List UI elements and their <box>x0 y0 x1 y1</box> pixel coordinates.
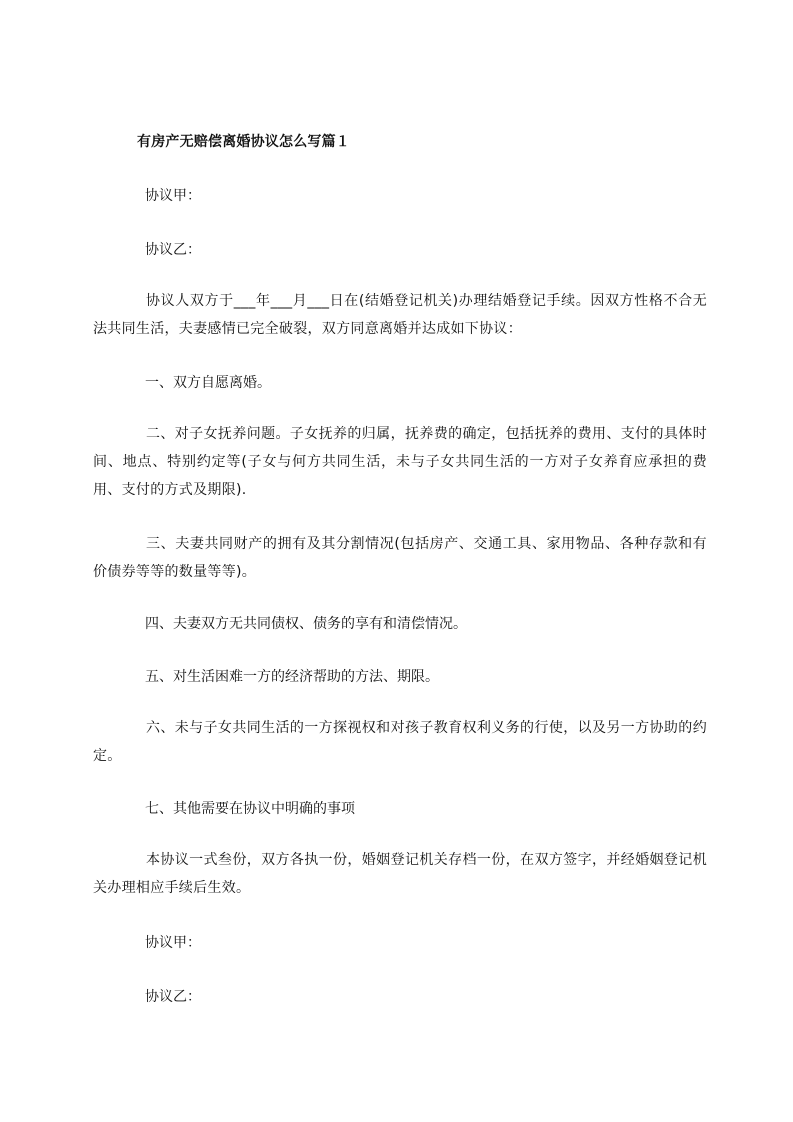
party-b-label: 协议乙： <box>145 242 201 258</box>
clause-7: 七、其他需要在协议中明确的事项 <box>145 801 355 817</box>
signature-party-b: 协议乙： <box>145 989 201 1005</box>
clause-2: 二、对子女抚养问题。子女抚养的归属，抚养费的确定，包括抚养的费用、支付的具体时间、地点、特别约定等(子女与何方共同生活，未与子女共同生活的一方对子女养育应承担的费用、支付的方式及期限). <box>93 426 707 498</box>
clause-6: 六、未与子女共同生活的一方探视权和对孩子教育权利义务的行使，以及另一方协助的约定。 <box>93 720 707 764</box>
document-title: 有房产无赔偿离婚协议怎么写篇１ <box>137 134 350 150</box>
clause-5: 五、对生活困难一方的经济帮助的方法、期限。 <box>145 669 439 685</box>
signature-party-a: 协议甲： <box>145 935 201 951</box>
clause-4: 四、夫妻双方无共同债权、债务的享有和清偿情况。 <box>145 616 467 632</box>
closing-paragraph: 本协议一式叁份，双方各执一份，婚姻登记机关存档一份，在双方签字，并经婚姻登记机关办理相应手续后生效。 <box>93 852 707 896</box>
intro-paragraph: 协议人双方于___年___月___日在(结婚登记机关)办理结婚登记手续。因双方性格不合无法共同生活，夫妻感情已完全破裂，双方同意离婚并达成如下协议： <box>93 293 707 337</box>
clause-1: 一、双方自愿离婚。 <box>145 375 271 391</box>
clause-3: 三、夫妻共同财产的拥有及其分割情况(包括房产、交通工具、家用物品、各种存款和有价债券等等的数量等等)。 <box>93 536 707 580</box>
party-a-label: 协议甲： <box>145 188 201 204</box>
